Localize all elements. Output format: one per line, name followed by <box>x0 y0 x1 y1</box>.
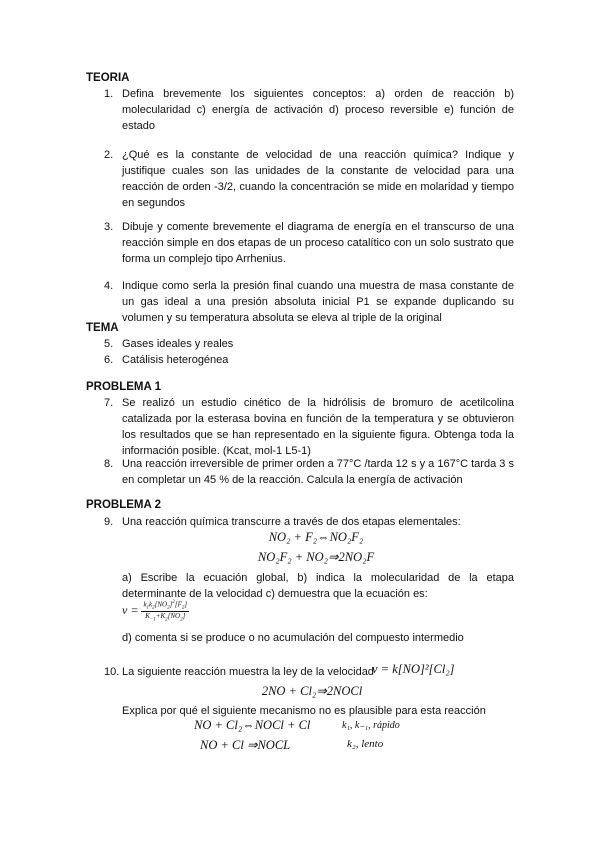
q5-number: 5. <box>104 338 114 350</box>
q9-text: Una reacción química transcurre a través de dos etapas elementales: <box>122 516 461 528</box>
q9-equation-1: NO₂ + F₂⇔NO₂F₂ <box>268 530 364 544</box>
q8-number: 8. <box>104 458 114 470</box>
q4-text: Indique como serla la presión final cuando una muestra de masa constante de un gas ideal a una presión absoluta inicial P1 se expande duplicando su volumen y su temperatura absoluta se eleva al triple de la original <box>122 280 514 324</box>
q9-part-a: a) Escribe la ecuación global, b) indica la molecularidad de la etapa determinante de la velocidad c) demuestra que la ecuación es: <box>122 572 514 600</box>
section-problema-2: PROBLEMA 2 <box>86 499 161 511</box>
q10-rate-law: v = k[NO]²[Cl₂] <box>372 662 455 676</box>
q6-text: Catálisis heterogénea <box>122 354 229 366</box>
q1-number: 1. <box>104 88 114 100</box>
q4-number: 4. <box>104 280 114 292</box>
q2-text: ¿Qué es la constante de velocidad de una reacción química? Indique y justifique cuales son las unidades de la constante de velocidad para una reacción de orden -3/2, cuando la concentración se mide en molaridad y tiempo en segundos <box>122 149 514 209</box>
q10-mechanism-step-2: NO + Cl ⇒NOCL <box>200 738 291 752</box>
q9-part-d: d) comenta si se produce o no acumulación del compuesto intermedio <box>122 632 464 644</box>
q10-step-2-rate: k₂, lento <box>347 738 384 750</box>
q5-text: Gases ideales y reales <box>122 338 234 350</box>
section-problema-1: PROBLEMA 1 <box>86 381 161 393</box>
q10-reaction: 2NO + Cl₂⇒2NOCl <box>261 684 363 698</box>
q1-text: Defina brevemente los siguientes conceptos: a) orden de reacción b) molecularidad c) energía de activación d) proceso reversible e) función de estado <box>122 88 514 132</box>
q6-number: 6. <box>104 354 114 366</box>
section-tema: TEMA <box>86 322 119 334</box>
rate-fraction: $\frac{k_1k_2[NO_2]^2[F_2]}{K_{-1}+K_2[NO_2]}$ <box>143 600 188 623</box>
q9-number: 9. <box>104 516 114 528</box>
q10-step-1-rate: k₁, k₋₁, rápido <box>342 720 400 731</box>
q10-mechanism-step-1: NO + Cl₂⇔NOCl + Cl <box>194 718 311 732</box>
q3-text: Dibuje y comente brevemente el diagrama de energía en el transcurso de una reacción simple en dos etapas de un proceso catalítico con un solo sustrato que forma un complejo tipo Arrhenius. <box>122 221 514 265</box>
q9-equation-2: NO₂F₂ + NO₂⇒2NO₂F <box>257 550 375 564</box>
q9-rate-equation: v = $\frac{k_1k_2[NO_2]^2[F_2]}{K_{-1}+K_2[NO_2]}$ <box>122 600 188 623</box>
q7-text: Se realizó un estudio cinético de la hidrólisis de bromuro de acetilcolina catalizada por la esterasa bovina en función de la temperatura y se obtuvieron los resultados que se han representado en la siguiente figura. Obtenga toda la información posible. (Kcat, mol-1 L5-1) <box>122 397 514 457</box>
q8-text: Una reacción irreversible de primer orden a 77°C /tarda 12 s y a 167°C tarda 3 s en completar un 45 % de la reacción. Calcula la energía de activación <box>122 458 514 486</box>
section-teoria: TEORIA <box>86 72 130 84</box>
q10-explain: Explica por qué el siguiente mecanismo no es plausible para esta reacción <box>122 705 486 717</box>
q2-number: 2. <box>104 149 114 161</box>
q10-text: La siguiente reacción muestra la ley de la velocidad <box>122 666 374 678</box>
q3-number: 3. <box>104 221 114 233</box>
q10-number: 10. <box>104 666 120 678</box>
q7-number: 7. <box>104 397 114 409</box>
